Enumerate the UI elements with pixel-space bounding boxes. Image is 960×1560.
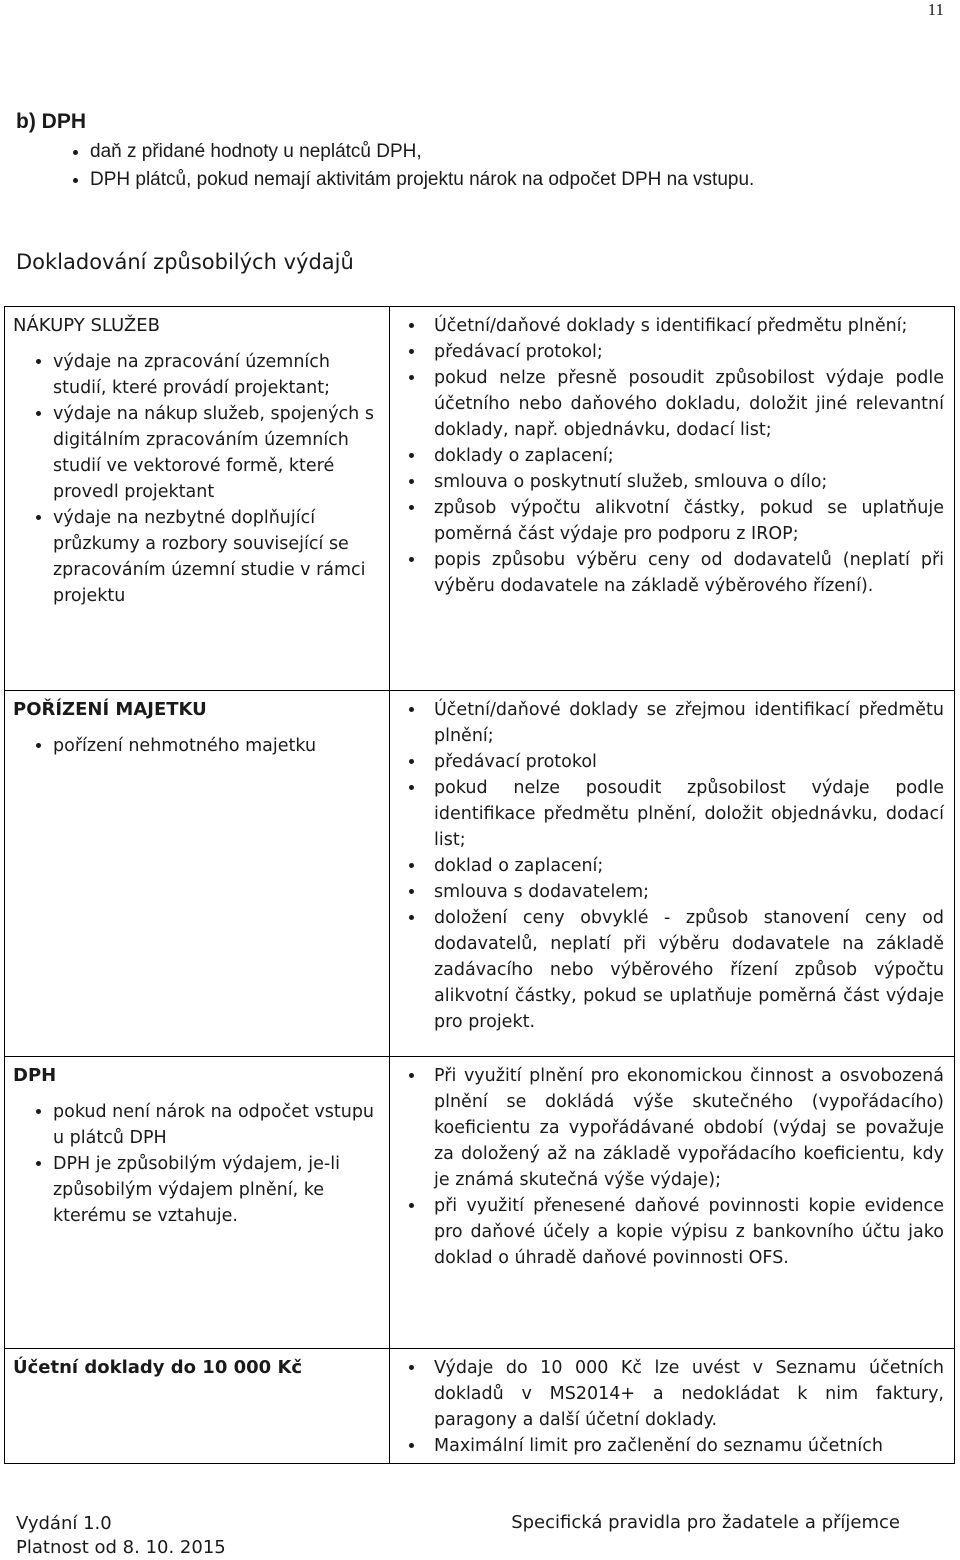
list-item: • Účetní/daňové doklady se zřejmou identifikací předmětu plnění; [426,697,944,749]
list-item: • doklady o zaplacení; [426,443,944,469]
left-cell [5,1057,390,1349]
list-item: • daň z přidané hodnoty u neplátců DPH, [90,138,936,166]
expense-documentation-table [4,306,955,1464]
section-b-heading: b) DPH [16,110,86,133]
list-item: • pokud nelze přesně posoudit způsobilost výdaje podle účetního nebo daňového dokladu, doložit jiné relevantní doklady, např. objednávku, dodací list; [426,365,944,443]
list-item: • DPH plátců, pokud nemají aktivitám projektu nárok na odpočet DPH na vstupu. [90,166,936,194]
list-item: • způsob výpočtu alikvotní částky, pokud se uplatňuje poměrná část výdaje pro podporu z IROP; [426,495,944,547]
section-b [16,110,936,194]
list-item: • Maximální limit pro začlenění do seznamu účetních [426,1433,944,1459]
document-heading: Dokladování způsobilých výdajů [16,250,354,274]
right-cell [390,307,955,691]
left-cell [5,307,390,691]
list-item: • popis způsobu výběru ceny od dodavatelů (neplatí při výběru dodavatele na základě výběrového řízení). [426,547,944,599]
list-item: • pokud nelze posoudit způsobilost výdaje podle identifikace předmětu plnění, doložit objednávku, dodací list; [426,775,944,853]
table-row-vat [5,1057,955,1349]
list-item: • výdaje na nákup služeb, spojených s digitálním zpracováním územních studií ve vektorové formě, které provedl projektant [53,401,381,505]
row-title: POŘÍZENÍ MAJETKU [13,699,207,720]
footer-left [16,1512,226,1560]
page-number: 11 [927,0,944,19]
right-cell [390,1057,955,1349]
edition-label: Vydání 1.0 [16,1513,112,1534]
list-item: • předávací protokol; [426,339,944,365]
row-title: DPH [13,1065,57,1086]
list-item: • při využití přenesené daňové povinnosti kopie evidence pro daňové účely a kopie výpisu z bankovního účtu jako doklad o úhradě daňové povinnosti OFS. [426,1193,944,1271]
left-cell [5,1349,390,1464]
list-item: • výdaje na zpracování územních studií, které provádí projektant; [53,349,381,401]
right-cell [390,691,955,1057]
table-row-services [5,307,955,691]
left-cell [5,691,390,1057]
section-b-list [16,138,936,194]
list-item: • výdaje na nezbytné doplňující průzkumy a rozbory související se zpracováním územní studie v rámci projektu [53,505,381,609]
list-item: • pořízení nehmotného majetku [53,733,381,759]
validity-label: Platnost od 8. 10. 2015 [16,1537,226,1558]
list-item: • doložení ceny obvyklé - způsob stanovení ceny od dodavatelů, neplatí při výběru dodavatele na základě zadávacího nebo výběrového řízení způsob výpočtu alikvotní částky, pokud se uplatňuje poměrná část výdaje pro projekt. [426,905,944,1035]
row-title: NÁKUPY SLUŽEB [13,315,160,336]
right-cell [390,1349,955,1464]
list-item: • Účetní/daňové doklady s identifikací předmětu plnění; [426,313,944,339]
table-row-small-docs [5,1349,955,1464]
list-item: • smlouva o poskytnutí služeb, smlouva o dílo; [426,469,944,495]
row-title: Účetní doklady do 10 000 Kč [13,1357,303,1378]
list-item: • pokud není nárok na odpočet vstupu u plátců DPH [53,1099,381,1151]
list-item: • Výdaje do 10 000 Kč lze uvést v Seznamu účetních dokladů v MS2014+ a nedokládat k nim faktury, paragony a další účetní doklady. [426,1355,944,1433]
list-item: • Při využití plnění pro ekonomickou činnost a osvobozená plnění se dokládá výše skutečného (vypořádacího) koeficientu za vypořádávané období (výdaj se považuje za doložený až na základě vypořádacího koeficientu, kdy je známá skutečná výše výdaje); [426,1063,944,1193]
list-item: • doklad o zaplacení; [426,853,944,879]
list-item: • DPH je způsobilým výdajem, je-li způsobilým výdajem plnění, ke kterému se vztahuje. [53,1151,381,1229]
footer-document-name: Specifická pravidla pro žadatele a příjemce [511,1512,900,1533]
list-item: • smlouva s dodavatelem; [426,879,944,905]
list-item: • předávací protokol [426,749,944,775]
table-row-assets [5,691,955,1057]
